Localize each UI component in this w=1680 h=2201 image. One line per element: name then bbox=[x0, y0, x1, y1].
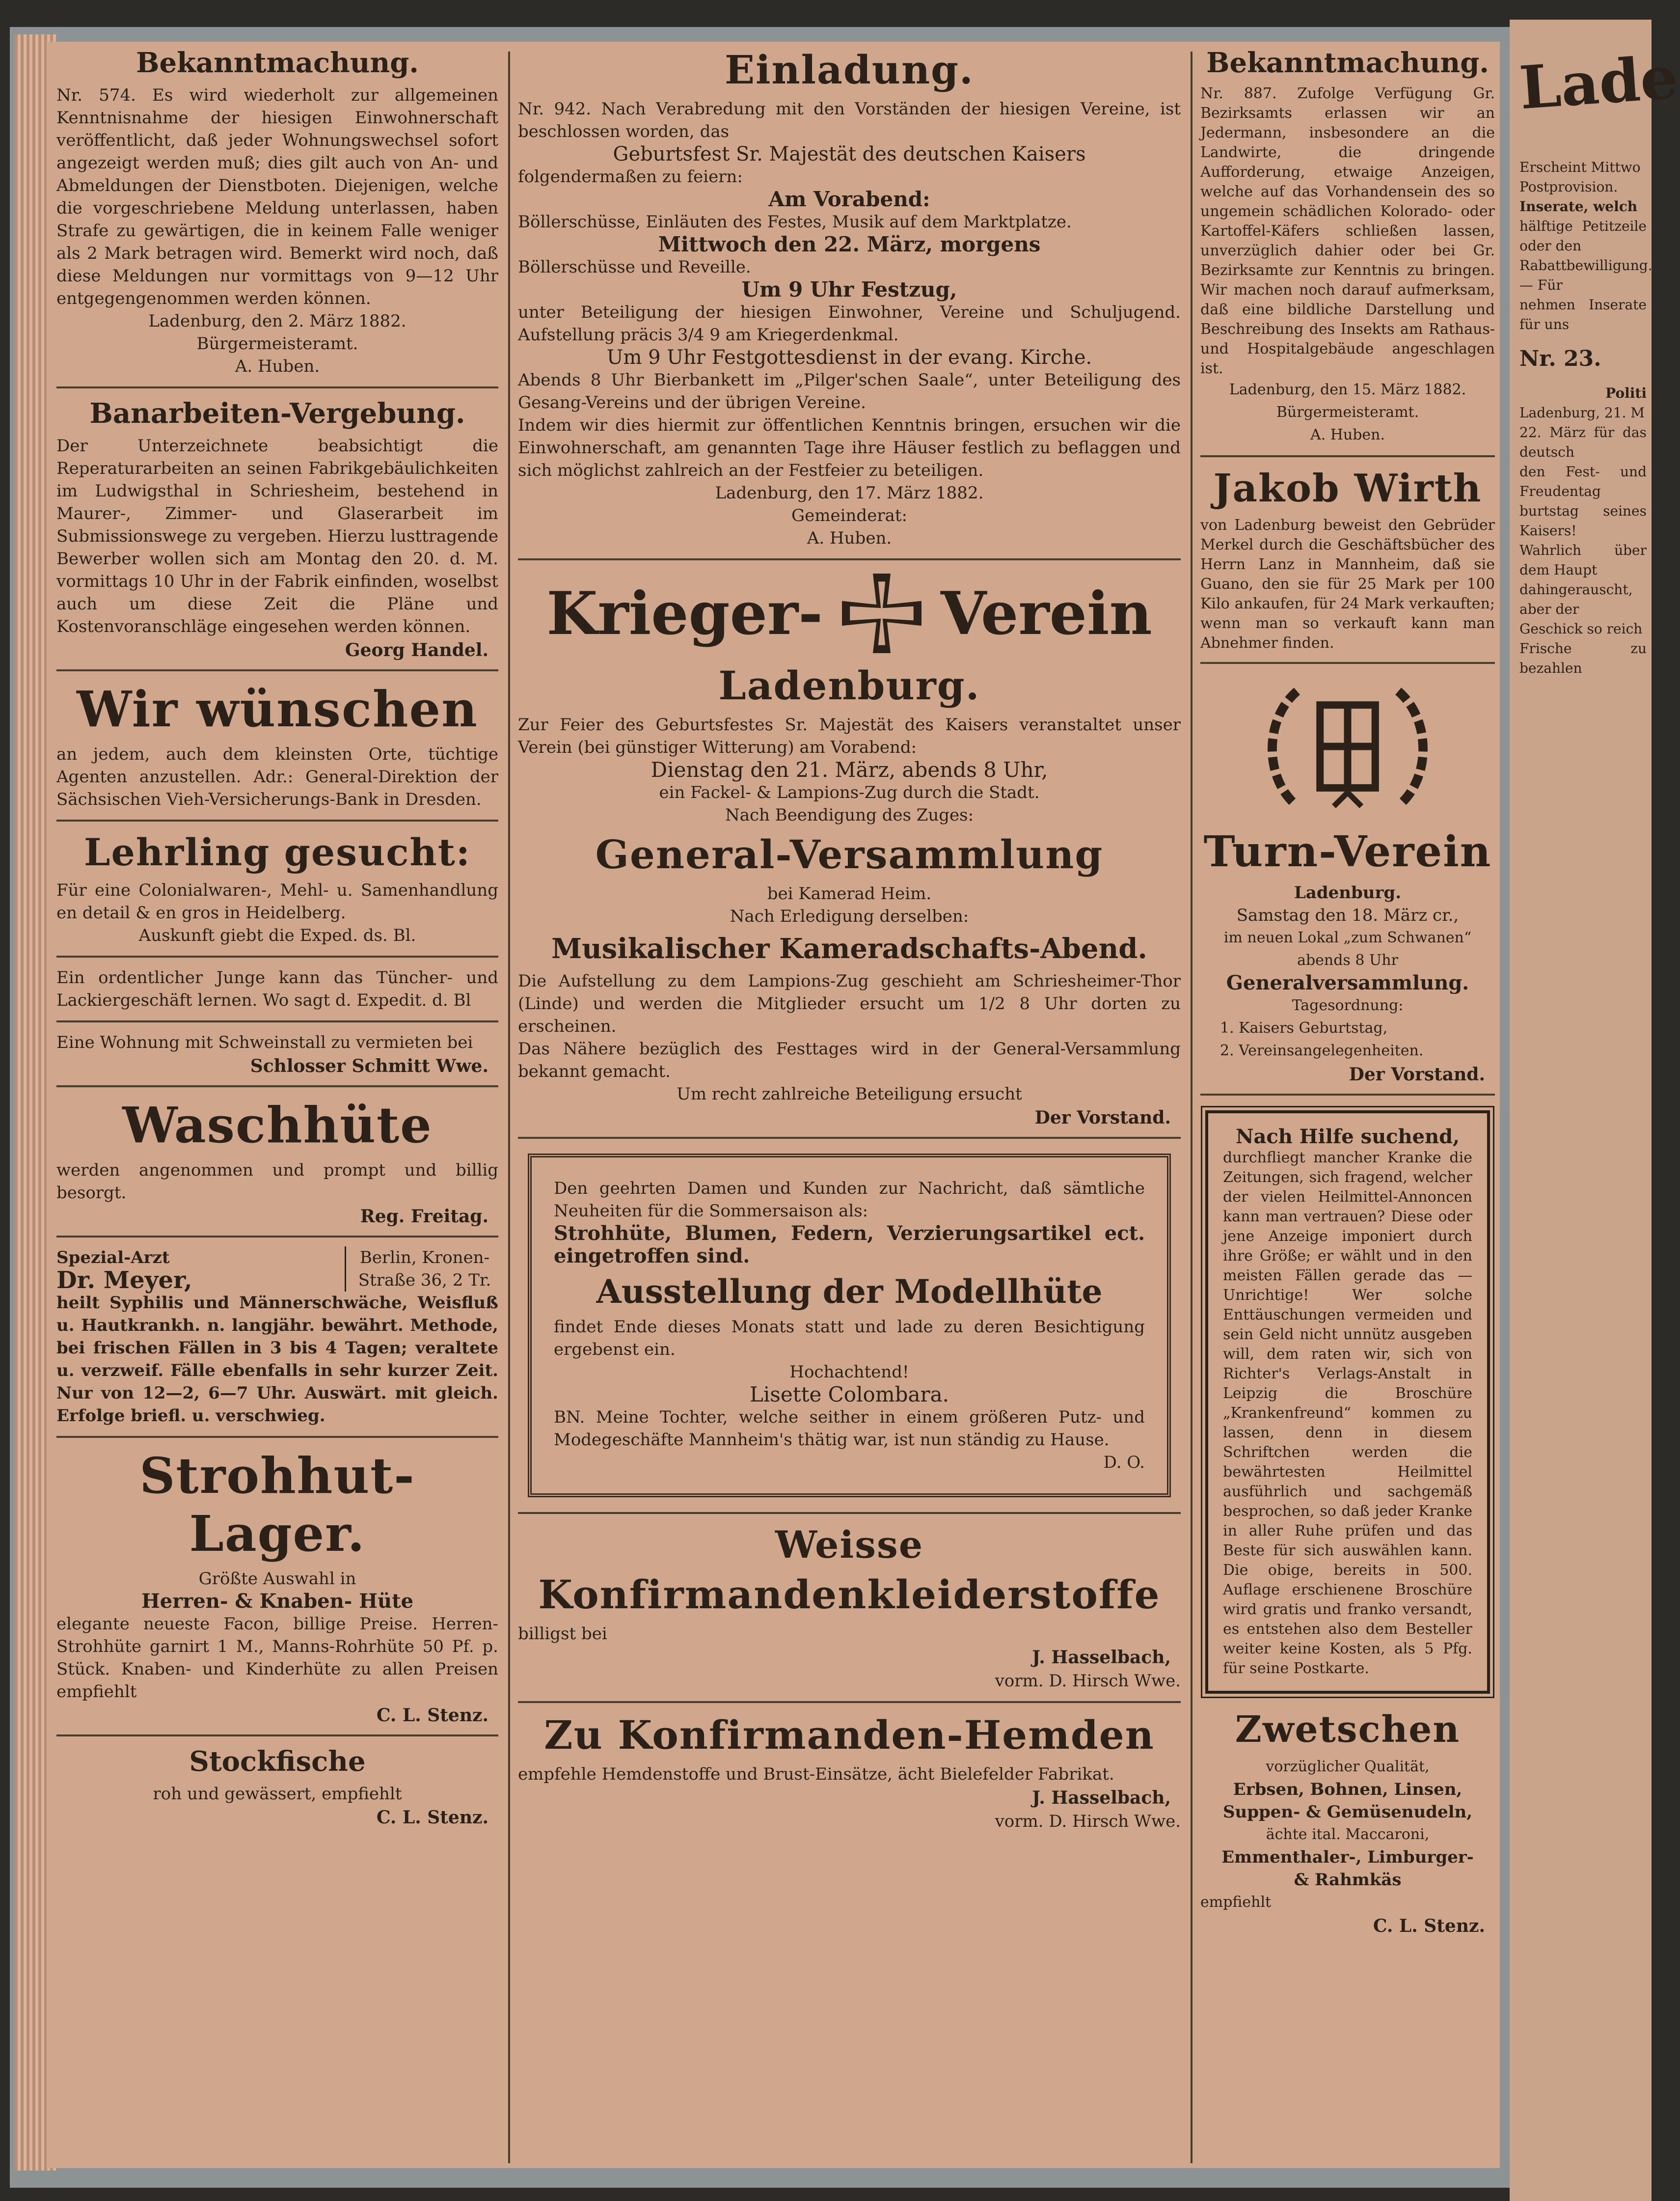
ad-signature: J. Hasselbach, bbox=[1032, 1788, 1171, 1808]
ad-line: Größte Auswahl in bbox=[198, 1569, 356, 1589]
column-rule-1 bbox=[508, 52, 510, 2163]
ad-date: Dienstag den 21. März, abends 8 Uhr, bbox=[650, 758, 1048, 782]
ad-heading: General-Versammlung bbox=[595, 831, 1104, 878]
ad-lehrling bbox=[56, 830, 498, 947]
ad-turn-verein bbox=[1200, 673, 1495, 1085]
ad-city: Ladenburg. bbox=[718, 662, 980, 709]
ad-line: Erbsen, Bohnen, Linsen, bbox=[1233, 1780, 1463, 1799]
ad-initials: D. O. bbox=[1103, 1453, 1145, 1472]
notice-line: Geburtsfest Sr. Majestät des deutschen Kaisers bbox=[613, 143, 1086, 165]
ad-title: Turn-Verein bbox=[1203, 827, 1492, 877]
divider bbox=[56, 820, 498, 822]
ad-place: im neuen Lokal „zum Schwanen“ bbox=[1223, 929, 1472, 946]
ad-text: Das Nähere bezüglich des Festtages wird in der General-Versammlung bekannt gemacht. bbox=[518, 1039, 1181, 1081]
divider bbox=[56, 1020, 498, 1022]
ad-title: Wir wünschen bbox=[77, 680, 478, 738]
next-page-line: Rabattbewilligung. — Für bbox=[1519, 257, 1653, 293]
divider bbox=[56, 669, 498, 671]
ad-time: abends 8 Uhr bbox=[1297, 952, 1398, 969]
divider bbox=[56, 386, 498, 388]
ad-signature: Schlosser Schmitt Wwe. bbox=[250, 1056, 488, 1076]
ad-text: roh und gewässert, empfiehlt bbox=[153, 1784, 402, 1804]
ad-text: Nach Beendigung des Zuges: bbox=[725, 805, 974, 825]
notice-title: Einladung. bbox=[725, 47, 974, 93]
notice-place: Ladenburg, den 15. März 1882. bbox=[1229, 381, 1466, 398]
divider bbox=[518, 1137, 1181, 1139]
notice-text: Böllerschüsse, Einläuten des Festes, Musik auf dem Marktplatze. bbox=[518, 212, 1072, 232]
next-page-line: den Fest- und Freudentag bbox=[1519, 464, 1647, 499]
ad-krieger-verein bbox=[518, 569, 1181, 1128]
ad-text: heilt Syphilis und Männerschwäche, Weisfluß u. Hautkrankh. n. langjähr. bewährt. Methode, bei frischen Fällen in 3 bis 4 Tagen; veraltete u. verzweif. Fälle ebenfalls in sehr kurzer Zeit. Nur von 12—2, 6—7 Uhr. Auswärt. mit gleich. Erfolge briefl. u. verschwieg. bbox=[56, 1293, 498, 1426]
notice-text: Nr. 887. Zufolge Verfügung Gr. Bezirksamts erlassen wir an Jedermann, insbesondere an die Landwirte, die dringende Aufforderung, etwaige Anzeigen, welche auf das Vorhandensein des so ungemein schädlichen Kolorado- oder Kartoffel-Käfers schließen lassen, unverzüglich dahier oder bei Gr. Bezirksamte zur Kenntnis zu bringen. Wir machen noch darauf aufmerksam, daß eine bildliche Darstellung und Beschreibung des Insekts am Rathaus- und Hospitalgebäude angeschlagen ist. bbox=[1200, 85, 1495, 377]
ad-text: von Ladenburg beweist den Gebrüder Merkel durch die Geschäftsbücher des Herrn Lanz in Mannheim, daß sie Guano, den sie für 25 Mark per 100 Kilo ankaufen, für 24 Mark verkauften; wenn man so verkauft kann man Abnehmer finden. bbox=[1200, 517, 1495, 652]
masthead-fragment: Lade bbox=[1517, 43, 1680, 123]
ad-text: Den geehrten Damen und Kunden zur Nachricht, daß sämtliche Neuheiten für die Sommersaison als: bbox=[554, 1179, 1145, 1221]
notice-bekanntmachung-887 bbox=[1200, 47, 1495, 446]
ad-heading: Musikalischer Kameradschafts-Abend. bbox=[551, 933, 1147, 965]
ad-signature: Reg. Freitag. bbox=[360, 1206, 488, 1227]
next-page-line: Erscheint Mittwo bbox=[1519, 159, 1641, 175]
ad-strohhut-lager bbox=[56, 1447, 498, 1726]
notice-heading: Um 9 Uhr Festzug, bbox=[741, 277, 957, 302]
ad-heading: Generalversammlung. bbox=[1226, 971, 1469, 994]
ad-title: Banarbeiten-Vergebung. bbox=[89, 397, 465, 430]
ad-agenda-item: 1. Kaisers Geburtstag, bbox=[1220, 1019, 1388, 1037]
notice-name: A. Huben. bbox=[807, 528, 892, 548]
next-page-line: burtstag seines Kaisers! bbox=[1519, 503, 1647, 539]
next-page-line: Wahrlich über dem Haupt bbox=[1519, 542, 1647, 578]
notice-place: Ladenburg, den 2. März 1882. bbox=[148, 311, 406, 331]
ad-wohnung bbox=[56, 1031, 498, 1076]
notice-text: Böllerschüsse und Reveille. bbox=[518, 257, 751, 277]
divider bbox=[56, 1734, 498, 1736]
ad-junge bbox=[56, 966, 498, 1012]
ad-text: Zur Feier des Geburtsfestes Sr. Majestät des Kaisers veranstaltet unser Verein (bei günstiger Witterung) am Vorabend: bbox=[518, 715, 1181, 757]
notice-einladung bbox=[518, 47, 1181, 550]
ad-line: vorzüglicher Qualität, bbox=[1266, 1758, 1430, 1775]
notice-office: Bürgermeisteramt. bbox=[1276, 404, 1419, 421]
next-page-line: dahingerauscht, aber der bbox=[1519, 581, 1633, 617]
ad-line: ächte ital. Maccaroni, bbox=[1266, 1826, 1430, 1843]
next-page-line: Politi bbox=[1605, 385, 1647, 401]
next-page-line: nehmen Inserate für uns bbox=[1519, 297, 1647, 332]
ad-waschhuete bbox=[56, 1096, 498, 1227]
ad-label: Spezial-Arzt bbox=[56, 1248, 170, 1267]
notice-heading: Um 9 Uhr Festgottesdienst in der evang. Kirche. bbox=[606, 346, 1092, 369]
ad-jakob-wirth bbox=[1200, 466, 1495, 653]
divider bbox=[56, 956, 498, 958]
ad-line: Emmenthaler-, Limburger- bbox=[1221, 1847, 1474, 1867]
ad-text: Eine Wohnung mit Schweinstall zu vermieten bei bbox=[56, 1033, 473, 1052]
ad-text: empfehle Hemdenstoffe und Brust-Einsätze, ächt Bielefelder Fabrikat. bbox=[518, 1764, 1114, 1784]
ad-spezial-arzt bbox=[56, 1246, 498, 1427]
notice-title: Bekanntmachung. bbox=[136, 47, 419, 79]
ad-title: Stockfische bbox=[189, 1745, 366, 1778]
divider bbox=[518, 1512, 1181, 1514]
ad-text: findet Ende dieses Monats statt und lade zu deren Besichtigung ergebenst ein. bbox=[554, 1317, 1145, 1359]
ad-title: Nach Hilfe suchend, bbox=[1235, 1125, 1460, 1148]
ad-agenda-item: 2. Vereinsangelegenheiten. bbox=[1220, 1042, 1424, 1059]
ad-text: bei Kamerad Heim. bbox=[767, 884, 932, 904]
divider bbox=[518, 558, 1181, 560]
ad-heading: Ausstellung der Modellhüte bbox=[596, 1272, 1103, 1311]
ad-note: Auskunft giebt die Exped. ds. Bl. bbox=[138, 926, 416, 945]
ad-bauarbeiten bbox=[56, 397, 498, 660]
notice-title: Bekanntmachung. bbox=[1206, 47, 1489, 79]
right-column bbox=[1200, 42, 1495, 1941]
ad-signature: Der Vorstand. bbox=[1034, 1107, 1171, 1128]
left-column bbox=[56, 42, 498, 1833]
ad-stockfische bbox=[56, 1745, 498, 1828]
ad-date: Samstag den 18. März cr., bbox=[1236, 906, 1459, 925]
ad-text: elegante neueste Facon, billige Preise. Herren-Strohhüte garnirt 1 M., Manns-Rohrhüte 50 Pf. p. Stück. Knaben- und Kinderhüte zu allen Preisen empfiehlt bbox=[56, 1614, 498, 1702]
divider bbox=[1200, 662, 1495, 664]
ad-signature-sub: vorm. D. Hirsch Wwe. bbox=[995, 1671, 1181, 1691]
ad-nach-hilfe-suchend bbox=[1205, 1110, 1490, 1694]
ad-items: Strohhüte, Blumen, Federn, Verzierungsartikel ect. eingetroffen sind. bbox=[554, 1222, 1145, 1267]
divider bbox=[1200, 455, 1495, 457]
ad-konfirmanden-hemden bbox=[518, 1712, 1181, 1833]
notice-text: Nr. 574. Es wird wiederholt zur allgemeinen Kenntnisnahme der hiesigen Einwohnerschaft veröffentlicht, daß jeder Wohnungswechsel sofort angezeigt werden muß; dies gilt auch von An- und Abmeldungen der Dienstboten. Diejenigen, welche die vorgeschriebene Meldung unterlassen, haben Strafe zu gewärtigen, die in keinem Falle weniger als 2 Mark betragen wird. Bemerkt wird noch, daß diese Meldungen nur vormittags von 9—12 Uhr entgegengenommen werden können. bbox=[56, 85, 498, 308]
center-column bbox=[518, 42, 1181, 1838]
ad-signature: J. Hasselbach, bbox=[1032, 1647, 1171, 1668]
notice-name: A. Huben. bbox=[1310, 426, 1385, 443]
next-page-line: hälftige Petitzeile oder den bbox=[1519, 218, 1647, 254]
ad-signature: C. L. Stenz. bbox=[1373, 1916, 1485, 1936]
turner-cross-wreath-icon bbox=[1254, 673, 1441, 820]
ad-text: Für eine Colonialwaren-, Mehl- u. Samenhandlung en detail & en gros in Heidelberg. bbox=[56, 880, 498, 923]
ad-title-right: Verein bbox=[940, 578, 1152, 648]
next-page-strip bbox=[1510, 20, 1680, 2201]
ad-text: Ein ordentlicher Junge kann das Tüncher- und Lackiergeschäft lernen. Wo sagt d. Expedit. d. Bl bbox=[56, 968, 498, 1010]
notice-bekanntmachung-574 bbox=[56, 47, 498, 378]
notice-place: Ladenburg, den 17. März 1882. bbox=[715, 483, 984, 503]
ad-signature: C. L. Stenz. bbox=[376, 1705, 488, 1726]
notice-text: Abends 8 Uhr Bierbankett im „Pilger'schen Saale“, unter Beteiligung des Gesang-Vereins und der übrigen Vereine. bbox=[518, 370, 1181, 413]
divider bbox=[1200, 1094, 1495, 1096]
notice-text: unter Beteiligung der hiesigen Einwohner, Vereine und Schuljugend. Aufstellung präcis 3/4 9 am Kriegerdenkmal. bbox=[518, 303, 1181, 345]
ad-text: durchfliegt mancher Kranke die Zeitungen, sich fragend, welcher der vielen Heilmittel-Annoncen kann man vertrauen? Diese oder jene Anzeige imponiert durch ihre Größe; er wählt und in den meisten Fällen gerade das — Unrichtige! Wer solche Enttäuschungen vermeiden und sein Geld nicht unnütz ausgeben will, dem raten wir, sich von Richter's Verlags-Anstalt in Leipzig die Broschüre „Krankenfreund“ kommen zu lassen, denn in diesem Schriftchen werden die bewährtesten Heilmittel ausführlich und sachgemäß besprochen, so daß jeder Kranke in aller Ruhe prüfen und das Beste für sich auswählen kann. Die obige, bereits in 500. Auflage erschienene Broschüre wird gratis und franko versandt, es entstehen also dem Besteller weiter keine Kosten, als 5 Pfg. für seine Postkarte. bbox=[1223, 1149, 1472, 1677]
ad-signature-sub: vorm. D. Hirsch Wwe. bbox=[995, 1812, 1181, 1831]
ad-city: Ladenburg. bbox=[1294, 883, 1402, 903]
ad-line: & Rahmkäs bbox=[1294, 1870, 1402, 1890]
ad-address: Berlin, Kronen-Straße 36, 2 Tr. bbox=[345, 1246, 498, 1292]
notice-office: Bürgermeisteramt. bbox=[196, 334, 358, 354]
notice-office: Gemeinderat: bbox=[791, 506, 907, 525]
ad-title: Weisse bbox=[775, 1523, 924, 1567]
ad-signature: C. L. Stenz. bbox=[376, 1807, 488, 1828]
ad-line: Suppen- & Gemüsenudeln, bbox=[1222, 1802, 1473, 1822]
issue-number: Nr. 23. bbox=[1519, 346, 1601, 371]
notice-name: A. Huben. bbox=[235, 357, 320, 376]
divider bbox=[56, 1236, 498, 1238]
notice-intro: Nr. 942. Nach Verabredung mit den Vorständen der hiesigen Vereine, ist beschlossen worden, das bbox=[518, 99, 1181, 141]
ad-title: Waschhüte bbox=[122, 1096, 433, 1154]
ad-pre: empfiehlt bbox=[1200, 1894, 1272, 1911]
next-page-line: 22. März für das deutsch bbox=[1519, 424, 1647, 460]
ad-greeting: Hochachtend! bbox=[789, 1362, 909, 1382]
ad-zwetschen bbox=[1200, 1708, 1495, 1936]
ad-text: Um recht zahlreiche Beteiligung ersucht bbox=[677, 1084, 1022, 1104]
ad-text: ein Fackel- & Lampions-Zug durch die Stadt. bbox=[659, 783, 1040, 802]
notice-heading: Mittwoch den 22. März, morgens bbox=[658, 232, 1041, 256]
ad-name: Lisette Colombara. bbox=[749, 1382, 949, 1406]
ad-text: Nach Erledigung derselben: bbox=[730, 907, 969, 926]
notice-text: Indem wir dies hiermit zur öffentlichen Kenntnis bringen, ersuchen wir die Einwohnerschaft, am genannten Tage ihre Häuser festlich zu beflaggen und sich möglichst zahlreich an der Festfeier zu beteiligen. bbox=[518, 415, 1181, 480]
ad-text: billigst bei bbox=[518, 1624, 607, 1644]
column-rule-2 bbox=[1191, 52, 1192, 2163]
ad-text: werden angenommen und prompt und billig besorgt. bbox=[56, 1160, 498, 1203]
ad-text: an jedem, auch dem kleinsten Orte, tüchtige Agenten anzustellen. Adr.: General-Direktion der Sächsischen Vieh-Versicherungs-Bank in Dresden. bbox=[56, 744, 498, 809]
ad-signature: Georg Handel. bbox=[345, 640, 488, 660]
ad-signature: Der Vorstand. bbox=[1349, 1064, 1485, 1085]
notice-line: folgendermaßen zu feiern: bbox=[518, 167, 743, 187]
next-page-line: Frische zu bezahlen bbox=[1519, 640, 1647, 676]
divider bbox=[56, 1436, 498, 1438]
next-page-line: Postprovision. bbox=[1519, 179, 1618, 195]
ad-title: Zwetschen bbox=[1235, 1708, 1461, 1751]
iron-cross-icon bbox=[838, 569, 926, 658]
ad-text: Die Aufstellung zu dem Lampions-Zug geschieht am Schriesheimer-Thor (Linde) und werden die Mitglieder ersucht um 1/2 8 Uhr dorten zu erscheinen. bbox=[518, 971, 1181, 1036]
ad-title: Zu Konfirmanden-Hemden bbox=[544, 1712, 1155, 1758]
divider bbox=[518, 1701, 1181, 1703]
ad-agenda-title: Tagesordnung: bbox=[1292, 997, 1404, 1014]
ad-title: Jakob Wirth bbox=[1213, 466, 1482, 511]
ad-title-left: Krieger- bbox=[546, 578, 823, 648]
ad-title: Lehrling gesucht: bbox=[84, 830, 471, 874]
ad-line: Herren- & Knaben- Hüte bbox=[141, 1590, 414, 1613]
next-page-line: Ladenburg, 21. M bbox=[1519, 405, 1645, 421]
ad-konfirmandenkleiderstoffe bbox=[518, 1523, 1181, 1692]
ad-modellhuete bbox=[528, 1154, 1171, 1497]
next-page-line: Inserate, welch bbox=[1519, 198, 1638, 215]
newspaper-page bbox=[47, 42, 1500, 2168]
ad-doctor-name: Dr. Meyer, bbox=[56, 1266, 192, 1294]
notice-heading: Am Vorabend: bbox=[768, 187, 930, 211]
ad-text: Der Unterzeichnete beabsichtigt die Reperaturarbeiten an seinen Fabrikgebäulichkeiten im Ludwigsthal in Schriesheim, bestehend in Maurer-, Zimmer- und Glaserarbeit im Submissionswege zu vergeben. Hierzu lusttragende Bewerber wollen sich am Montag den 20. d. M. vormittags 10 Uhr in der Fabrik einfinden, woselbst auch um diese Zeit die Pläne und Kostenvoranschläge eingesehen werden können. bbox=[56, 436, 498, 636]
ad-title: Strohhut-Lager. bbox=[139, 1447, 415, 1563]
divider bbox=[56, 1085, 498, 1087]
ad-wir-wuenschen bbox=[56, 680, 498, 811]
ad-note: BN. Meine Tochter, welche seither in einem größeren Putz- und Modegeschäfte Mannheim's thätig war, ist nun ständig zu Hause. bbox=[554, 1407, 1145, 1450]
next-page-line: Geschick so reich bbox=[1519, 621, 1643, 637]
ad-title: Konfirmandenkleiderstoffe bbox=[538, 1571, 1161, 1618]
